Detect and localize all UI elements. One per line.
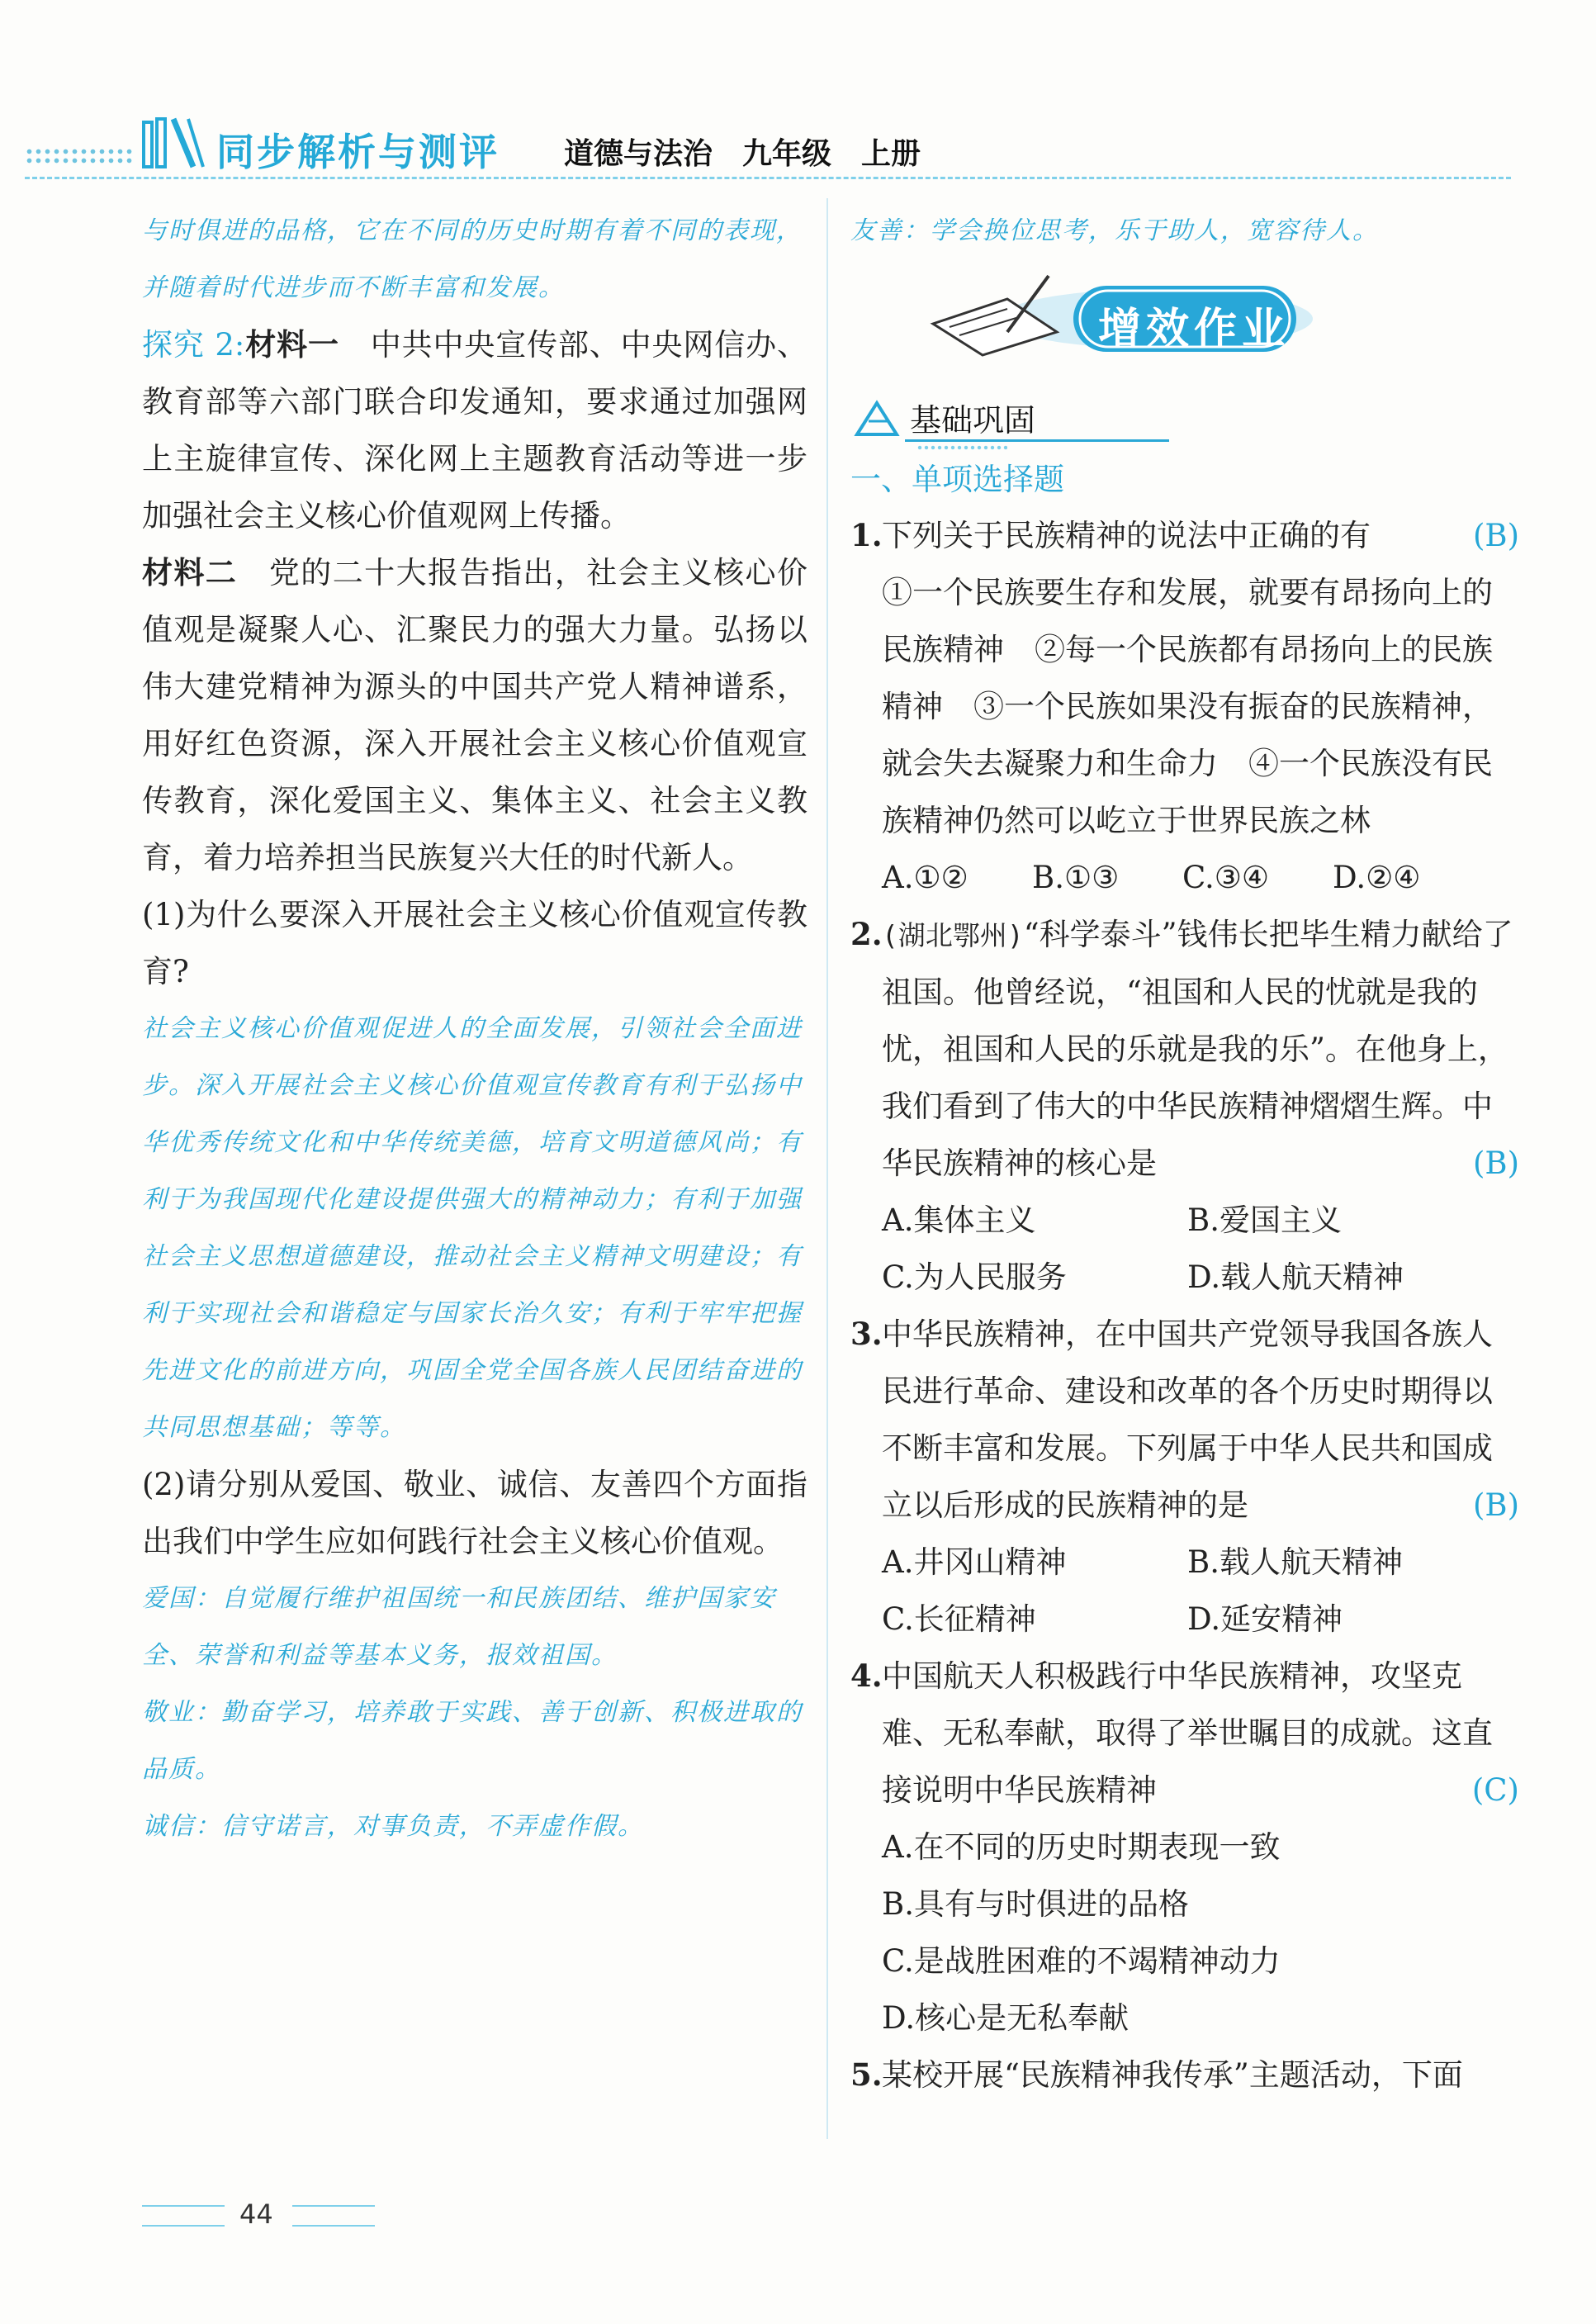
- material1-text: 中共中央宣传部、中央网信办、教育部等六部门联合印发通知，要求通过加强网上主旋律宣传、深化网上主题教育活动等进一步加强社会主义核心价值观网上传播。: [142, 327, 808, 534]
- option-c: C.是战胜困难的不竭精神动力: [882, 1943, 1281, 1979]
- option-d: D.载人航天精神: [1187, 1259, 1404, 1295]
- question-3-options-row2: [850, 1591, 1519, 1648]
- explore-label: 探究 2:: [142, 327, 245, 363]
- answer-2-friendliness: 友善：学会换位思考，乐于助人，宽容待人。: [850, 216, 1379, 245]
- question-2-options-row1: [850, 1192, 1519, 1249]
- section-badge: [850, 259, 1519, 383]
- explore-material-1: [142, 316, 807, 544]
- sub-question-1: (1)为什么要深入开展社会主义核心价值观宣传教育?: [142, 897, 807, 989]
- question-number: 4.: [850, 1658, 883, 1694]
- section-heading: [850, 383, 1519, 453]
- question-number: 2.: [850, 916, 883, 952]
- answer-1: 社会主义核心价值观促进人的全面发展，引领社会全面进步。深入开展社会主义核心价值观宣传教育有利于弘扬中华优秀传统文化和中华传统美德，培育文明道德风尚；有利于为我国现代化建设提供强大的精神动力；有利于加强社会主义思想道德建设，推动社会主义精神文明建设；有利于实现社会和谐稳定与国家长治久安；有利于牢牢把握先进文化的前进方向，巩固全党全国各族人民团结奋进的共同思想基础；等等。: [142, 1014, 803, 1442]
- option-d: D.延安精神: [1187, 1601, 1343, 1637]
- option-b: B.具有与时俱进的品格: [882, 1886, 1189, 1922]
- footer-lines-left: [142, 2205, 225, 2227]
- explore-material-2: [142, 544, 807, 886]
- option-c: C.为人民服务: [882, 1259, 1067, 1295]
- answer-key: (B): [1472, 518, 1519, 553]
- question-2-options-row2: [850, 1249, 1519, 1306]
- column-divider: [826, 198, 828, 2139]
- option-b: B.①③: [1032, 860, 1120, 895]
- section-title: 基础巩固: [910, 402, 1036, 439]
- question-category: 一、单项选择题: [850, 462, 1064, 497]
- grade: 九年级: [742, 137, 832, 171]
- page-header: [0, 0, 1596, 186]
- section-dots: [916, 444, 1007, 451]
- answer-key: (B): [1472, 1145, 1519, 1181]
- question-source: (湖北鄂州): [882, 919, 1024, 951]
- question-stem: 中华民族精神，在中国共产党领导我国各族人民进行革命、建设和改革的各个历史时期得以不断丰富和发展。下列属于中华人民共和国成立以后形成的民族精神的是: [882, 1316, 1493, 1523]
- option-a: A.集体主义: [882, 1202, 1036, 1238]
- question-3: [850, 1306, 1519, 1534]
- question-stem: 下列关于民族精神的说法中正确的有: [882, 518, 1371, 553]
- question-1: [850, 507, 1519, 564]
- option-d: D.②④: [1333, 860, 1421, 895]
- question-1-statements: ①一个民族要生存和发展，就要有昂扬向上的民族精神 ②每一个民族都有昂扬向上的民族精神 ③一个民族如果没有振奋的民族精神，就会失去凝聚力和生命力 ④一个民族没有民族精神仍然可以屹立于世界民族之林: [882, 575, 1493, 838]
- question-2: [850, 906, 1519, 1192]
- option-d: D.核心是无私奉献: [882, 2000, 1130, 2036]
- material1-label: 材料一: [244, 326, 339, 363]
- subject-info: [564, 130, 950, 173]
- books-icon: [140, 116, 206, 168]
- right-column: [850, 202, 1519, 2103]
- question-number: 3.: [850, 1316, 883, 1352]
- left-column: [142, 202, 807, 1855]
- sub-question-2: (2)请分别从爱国、敬业、诚信、友善四个方面指出我们中学生应如何践行社会主义核心价值观。: [142, 1467, 807, 1559]
- question-number: 1.: [850, 517, 883, 553]
- question-1-options: [850, 849, 1519, 906]
- question-stem: “科学泰斗”钱伟长把毕生精力献给了祖国。他曾经说，“祖国和人民的忧就是我的忧，祖国和人民的乐就是我的乐”。在他身上，我们看到了伟大的中华民族精神熠熠生辉。中华民族精神的核心是: [882, 917, 1513, 1181]
- option-a: A.①②: [882, 860, 968, 895]
- page-number: 44: [239, 2198, 273, 2230]
- footer-lines-right: [292, 2205, 375, 2227]
- section-underline: [905, 439, 1169, 442]
- page-footer: [142, 2197, 423, 2230]
- answer-continued: 与时俱进的品格，它在不同的历史时期有着不同的表现，并随着时代进步而不断丰富和发展。: [142, 216, 803, 302]
- option-b: B.爱国主义: [1187, 1202, 1342, 1238]
- subject-name: 道德与法治: [564, 137, 713, 171]
- header-dashed-line: [25, 177, 1511, 179]
- answer-key: (C): [1471, 1772, 1519, 1808]
- option-a: A.井冈山精神: [882, 1544, 1067, 1580]
- question-3-options-row1: [850, 1534, 1519, 1591]
- question-number: 5.: [850, 2056, 883, 2093]
- question-5: [850, 2047, 1519, 2103]
- answer-2-integrity: 诚信：信守诺言，对事负责，不弄虚作假。: [142, 1812, 644, 1841]
- question-stem: 某校开展“民族精神我传承”主题活动，下面: [882, 2057, 1463, 2093]
- question-stem: 中国航天人积极践行中华民族精神，攻坚克难、无私奉献，取得了举世瞩目的成就。这直接说明中华民族精神: [882, 1658, 1493, 1808]
- option-c: C.长征精神: [882, 1601, 1036, 1637]
- answer-2-dedication: 敬业：勤奋学习，培养敢于实践、善于创新、积极进取的品质。: [142, 1698, 803, 1784]
- option-a: A.在不同的历史时期表现一致: [882, 1829, 1281, 1865]
- option-b: B.载人航天精神: [1187, 1544, 1403, 1580]
- material2-text: 党的二十大报告指出，社会主义核心价值观是凝聚人心、汇聚民力的强大力量。弘扬以伟大建党精神为源头的中国共产党人精神谱系，用好红色资源，深入开展社会主义核心价值观宣传教育，深化爱国主义、集体主义、社会主义教育，着力培养担当民族复兴大任的时代新人。: [142, 555, 808, 875]
- header-dots-decoration: [25, 147, 132, 165]
- badge-title: 增效作业: [1098, 305, 1291, 354]
- material2-label: 材料二: [142, 554, 238, 590]
- option-c: C.③④: [1182, 860, 1270, 895]
- answer-key: (B): [1472, 1487, 1519, 1523]
- answer-2-patriotism: 爱国：自觉履行维护祖国统一和民族团结、维护国家安全、荣誉和利益等基本义务，报效祖国。: [142, 1584, 776, 1670]
- question-4: [850, 1648, 1519, 1819]
- volume: 上册: [861, 137, 921, 171]
- series-title: 同步解析与测评: [216, 130, 500, 174]
- section-icon: [852, 396, 902, 439]
